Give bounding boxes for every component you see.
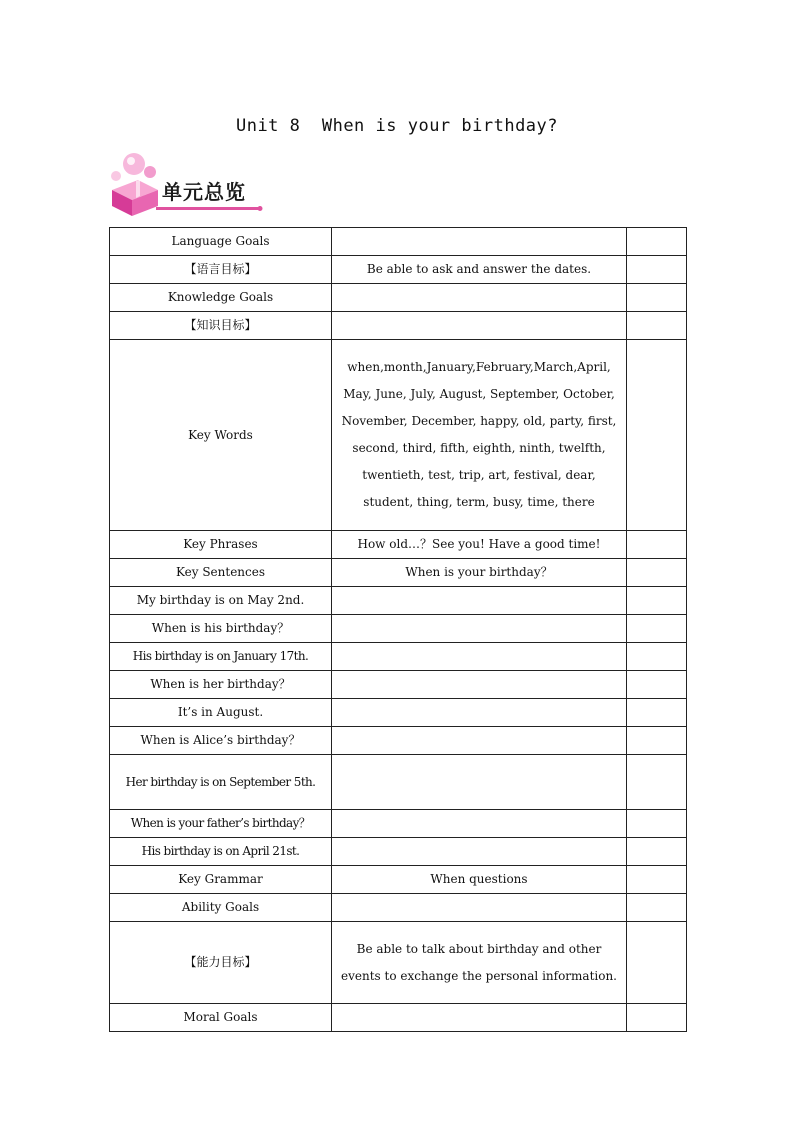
row-label-cell: When is Alice’s birthday？ bbox=[110, 727, 332, 755]
row-extra-cell bbox=[627, 284, 687, 312]
row-label-cell: 【知识目标】 bbox=[110, 312, 332, 340]
row-extra-cell bbox=[627, 587, 687, 615]
row-extra-cell bbox=[627, 727, 687, 755]
row-extra-cell bbox=[627, 615, 687, 643]
row-label-cell: It’s in August. bbox=[110, 699, 332, 727]
table-row bbox=[110, 284, 687, 312]
row-label-cell: Key Phrases bbox=[110, 531, 332, 559]
row-extra-cell bbox=[627, 256, 687, 284]
row-extra-cell bbox=[627, 866, 687, 894]
row-content-cell bbox=[332, 810, 627, 838]
row-content-cell bbox=[332, 671, 627, 699]
row-label-cell: His birthday is on April 21st. bbox=[110, 838, 332, 866]
row-content-cell bbox=[332, 312, 627, 340]
row-label-cell: Ability Goals bbox=[110, 894, 332, 922]
table-row bbox=[110, 340, 687, 531]
table-row bbox=[110, 699, 687, 727]
row-content-cell bbox=[332, 699, 627, 727]
row-extra-cell bbox=[627, 671, 687, 699]
row-extra-cell bbox=[627, 228, 687, 256]
row-content-cell bbox=[332, 727, 627, 755]
row-label-cell: My birthday is on May 2nd. bbox=[110, 587, 332, 615]
row-content-cell: when,month,January,February,March,April, May, June, July, August, September, October, November, December, happy, old, party, first, second, third, fifth, eighth, ninth, twelfth, twentieth, test, trip, art, festival, dear, student, thing, term, busy, time, there bbox=[332, 340, 627, 531]
row-label-cell: Key Grammar bbox=[110, 866, 332, 894]
row-content-cell bbox=[332, 643, 627, 671]
row-content-cell bbox=[332, 284, 627, 312]
table-row bbox=[110, 1004, 687, 1032]
page-title: Unit 8 When is your birthday? bbox=[235, 116, 559, 136]
row-content-cell: When is your birthday？ bbox=[332, 559, 627, 587]
banner-label: 单元总览 bbox=[162, 180, 246, 204]
table-row bbox=[110, 615, 687, 643]
table-row bbox=[110, 587, 687, 615]
row-label-cell: His birthday is on January 17th. bbox=[110, 643, 332, 671]
table-row bbox=[110, 894, 687, 922]
table-row bbox=[110, 559, 687, 587]
row-content-cell: Be able to ask and answer the dates. bbox=[332, 256, 627, 284]
row-extra-cell bbox=[627, 810, 687, 838]
row-extra-cell bbox=[627, 838, 687, 866]
row-label-cell: Her birthday is on September 5th. bbox=[110, 755, 332, 810]
unit-overview-table bbox=[109, 227, 687, 1032]
row-extra-cell bbox=[627, 699, 687, 727]
row-content-cell bbox=[332, 1004, 627, 1032]
row-label-cell: 【语言目标】 bbox=[110, 256, 332, 284]
table-row bbox=[110, 531, 687, 559]
row-content-cell: When questions bbox=[332, 866, 627, 894]
row-content-cell bbox=[332, 587, 627, 615]
row-extra-cell bbox=[627, 559, 687, 587]
table-row bbox=[110, 810, 687, 838]
row-content-cell: Be able to talk about birthday and other events to exchange the personal information. bbox=[332, 922, 627, 1004]
row-content-cell bbox=[332, 755, 627, 810]
row-extra-cell bbox=[627, 531, 687, 559]
row-extra-cell bbox=[627, 340, 687, 531]
row-label-cell: Key Sentences bbox=[110, 559, 332, 587]
table-row bbox=[110, 256, 687, 284]
row-content-cell bbox=[332, 894, 627, 922]
row-content-cell bbox=[332, 228, 627, 256]
row-content-cell: How old…？See you! Have a good time! bbox=[332, 531, 627, 559]
row-extra-cell bbox=[627, 755, 687, 810]
table-row bbox=[110, 866, 687, 894]
row-label-cell: 【能力目标】 bbox=[110, 922, 332, 1004]
row-extra-cell bbox=[627, 312, 687, 340]
table-row bbox=[110, 727, 687, 755]
row-label-cell: When is your father’s birthday？ bbox=[110, 810, 332, 838]
row-label-cell: Moral Goals bbox=[110, 1004, 332, 1032]
row-label-cell: When is her birthday？ bbox=[110, 671, 332, 699]
row-label-cell: Knowledge Goals bbox=[110, 284, 332, 312]
table-row bbox=[110, 671, 687, 699]
row-content-cell bbox=[332, 838, 627, 866]
row-extra-cell bbox=[627, 922, 687, 1004]
row-extra-cell bbox=[627, 894, 687, 922]
table-row bbox=[110, 922, 687, 1004]
row-extra-cell bbox=[627, 643, 687, 671]
table-row bbox=[110, 312, 687, 340]
row-label-cell: Language Goals bbox=[110, 228, 332, 256]
row-label-cell: When is his birthday？ bbox=[110, 615, 332, 643]
row-content-cell bbox=[332, 615, 627, 643]
unit-overview-banner bbox=[106, 150, 266, 218]
table-row bbox=[110, 755, 687, 810]
table-row bbox=[110, 643, 687, 671]
table-row bbox=[110, 228, 687, 256]
row-label-cell: Key Words bbox=[110, 340, 332, 531]
table-row bbox=[110, 838, 687, 866]
row-extra-cell bbox=[627, 1004, 687, 1032]
